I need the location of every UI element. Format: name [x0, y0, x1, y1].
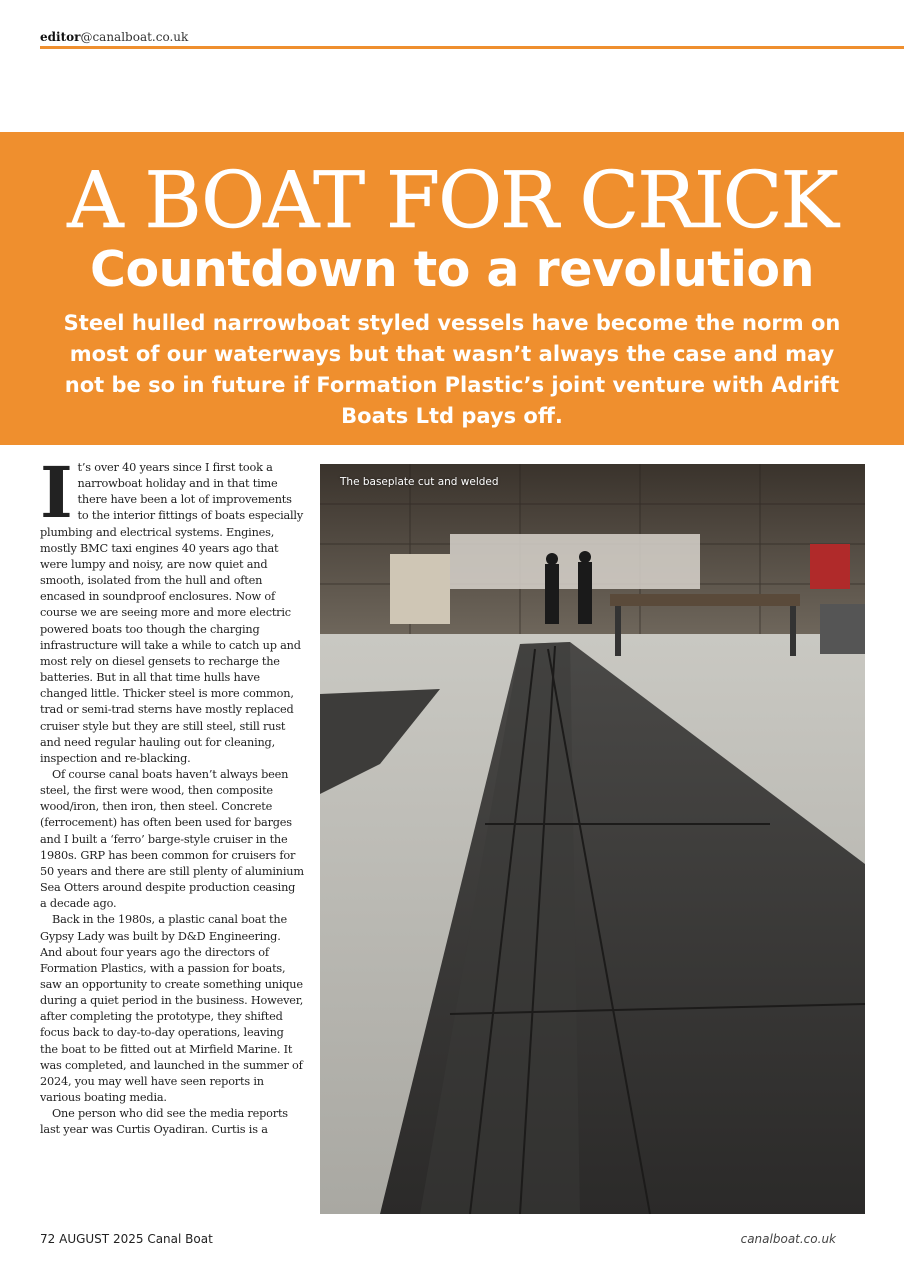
- magazine-name: Canal Boat: [147, 1232, 213, 1246]
- article-body: [40, 460, 304, 1216]
- issue-date: AUGUST 2025: [59, 1232, 144, 1246]
- page-header: [40, 26, 904, 49]
- headline-banner: [0, 132, 904, 445]
- website-link[interactable]: canalboat.co.uk: [740, 1232, 836, 1246]
- page-number: 72: [40, 1232, 56, 1246]
- page-footer-left: [40, 1232, 213, 1246]
- article-paragraph-1: [40, 460, 304, 767]
- email-user: editor: [40, 30, 81, 44]
- headline-title: A BOAT FOR CRICK: [67, 156, 837, 246]
- standfirst: Steel hulled narrowboat styled vessels have become the norm on most of our waterways but that wasn’t always the case and may not be so in future if Formation Plastic’s joint venture with Adrift Boats Ltd pays off.: [63, 311, 841, 428]
- article-paragraph-1-text: t’s over 40 years since I first took a narrowboat holiday and in that time there have been a lot of improvements to the interior fittings of boats especially plumbing and electrical systems. Engines, mostly BMC taxi engines 40 years ago that were lumpy and noisy, are now quiet and smooth, isolated from the hull and often encased in soundproof enclosures. Now of course we are seeing more and more electric powered boats too though the charging infrastructure will take a while to catch up and most rely on diesel gensets to recharge the batteries. But in all that time hulls have changed little. Thicker steel is more common, trad or semi-trad sterns have mostly replaced cruiser style but they are still steel, still rust and need regular hauling out for cleaning, inspection and re-blacking.: [40, 461, 304, 765]
- headline-subtitle: Countdown to a revolution: [90, 241, 814, 298]
- workshop-photo: [320, 464, 865, 1214]
- workshop-illustration: [320, 464, 865, 1214]
- drop-cap: I: [40, 460, 73, 534]
- email-domain: @canalboat.co.uk: [80, 30, 189, 44]
- photo-caption: The baseplate cut and welded: [340, 476, 499, 488]
- article-paragraph-2: Of course canal boats haven’t always been steel, the first were wood, then composite wood/iron, then iron, then steel. Concrete (ferrocement) has often been used for barges and I built a ‘ferro’ barge-style cruiser in the 1980s. GRP has been common for cruisers for 50 years and there are still plenty of aluminium Sea Otters around despite production ceasing a decade ago.: [40, 767, 304, 911]
- article-paragraph-3: Back in the 1980s, a plastic canal boat the Gypsy Lady was built by D&D Engineering. And about four years ago the directors of Formation Plastics, with a passion for boats, saw an opportunity to create something unique during a quiet period in the business. However, after completing the prototype, they shifted focus back to day-to-day operations, leaving the boat to be fitted out at Mirfield Marine. It was completed, and launched in the summer of 2024, you may well have seen reports in various boating media.: [40, 913, 304, 1105]
- article-paragraph-4: One person who did see the media reports last year was Curtis Oyadiran. Curtis is a: [40, 1107, 288, 1137]
- editor-email[interactable]: [40, 30, 188, 44]
